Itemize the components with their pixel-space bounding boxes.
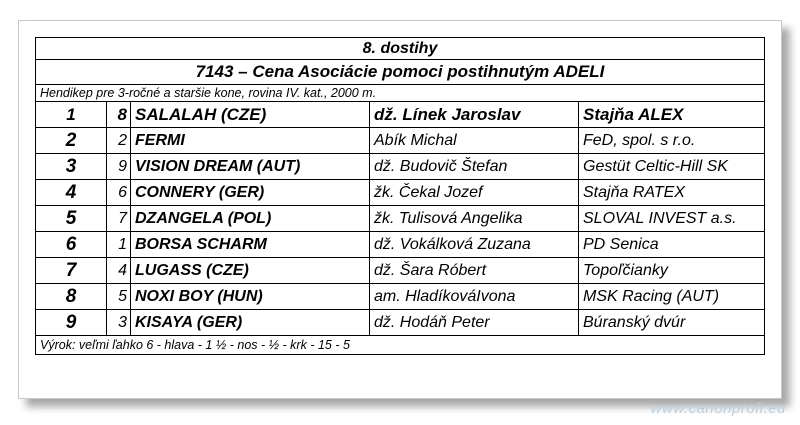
result-owner: Gestüt Celtic-Hill SK [579, 154, 765, 180]
race-title: 8. dostihy [36, 38, 765, 60]
result-number: 3 [107, 310, 131, 336]
result-position: 2 [36, 128, 107, 154]
result-number: 8 [107, 102, 131, 128]
result-position: 3 [36, 154, 107, 180]
result-number: 6 [107, 180, 131, 206]
results-table [35, 37, 765, 355]
result-number: 4 [107, 258, 131, 284]
result-position: 6 [36, 232, 107, 258]
race-conditions-row [36, 85, 765, 102]
result-row [36, 284, 765, 310]
result-jockey: am. HladíkováIvona [370, 284, 579, 310]
result-horse: LUGASS (CZE) [131, 258, 370, 284]
result-owner: FeD, spol. s r.o. [579, 128, 765, 154]
result-number: 7 [107, 206, 131, 232]
result-owner: PD Senica [579, 232, 765, 258]
result-jockey: dž. Hodáň Peter [370, 310, 579, 336]
result-row [36, 102, 765, 128]
result-horse: SALALAH (CZE) [131, 102, 370, 128]
result-horse: VISION DREAM (AUT) [131, 154, 370, 180]
result-position: 4 [36, 180, 107, 206]
result-jockey: žk. Čekal Jozef [370, 180, 579, 206]
verdict-row [36, 336, 765, 355]
result-row [36, 232, 765, 258]
result-position: 8 [36, 284, 107, 310]
result-jockey: žk. Tulisová Angelika [370, 206, 579, 232]
result-horse: DZANGELA (POL) [131, 206, 370, 232]
result-row [36, 206, 765, 232]
result-owner: MSK Racing (AUT) [579, 284, 765, 310]
result-owner: Topoľčianky [579, 258, 765, 284]
result-position: 1 [36, 102, 107, 128]
race-conditions: Hendikep pre 3-ročné a staršie kone, rovina IV. kat., 2000 m. [36, 85, 765, 102]
result-jockey: dž. Vokálková Zuzana [370, 232, 579, 258]
result-row [36, 180, 765, 206]
result-horse: CONNERY (GER) [131, 180, 370, 206]
result-horse: NOXI BOY (HUN) [131, 284, 370, 310]
result-number: 2 [107, 128, 131, 154]
result-position: 7 [36, 258, 107, 284]
result-jockey: dž. Šara Róbert [370, 258, 579, 284]
result-horse: FERMI [131, 128, 370, 154]
result-jockey: dž. Budovič Štefan [370, 154, 579, 180]
result-owner: SLOVAL INVEST a.s. [579, 206, 765, 232]
race-verdict: Výrok: veľmi ľahko 6 - hlava - 1 ½ - nos - ½ - krk - 15 - 5 [36, 336, 765, 355]
result-row [36, 128, 765, 154]
result-jockey: Abík Michal [370, 128, 579, 154]
result-number: 1 [107, 232, 131, 258]
result-position: 5 [36, 206, 107, 232]
race-title-row [36, 38, 765, 60]
result-horse: BORSA SCHARM [131, 232, 370, 258]
result-number: 5 [107, 284, 131, 310]
result-row [36, 258, 765, 284]
watermark: www.canonprofi.eu [650, 400, 786, 417]
result-owner: Stajňa ALEX [579, 102, 765, 128]
result-row [36, 310, 765, 336]
race-name-row [36, 60, 765, 85]
result-owner: Búranský dvúr [579, 310, 765, 336]
results-card [18, 20, 782, 399]
result-row [36, 154, 765, 180]
result-horse: KISAYA (GER) [131, 310, 370, 336]
race-name: 7143 – Cena Asociácie pomoci postihnutým ADELI [36, 60, 765, 85]
result-position: 9 [36, 310, 107, 336]
result-number: 9 [107, 154, 131, 180]
result-owner: Stajňa RATEX [579, 180, 765, 206]
result-jockey: dž. Línek Jaroslav [370, 102, 579, 128]
